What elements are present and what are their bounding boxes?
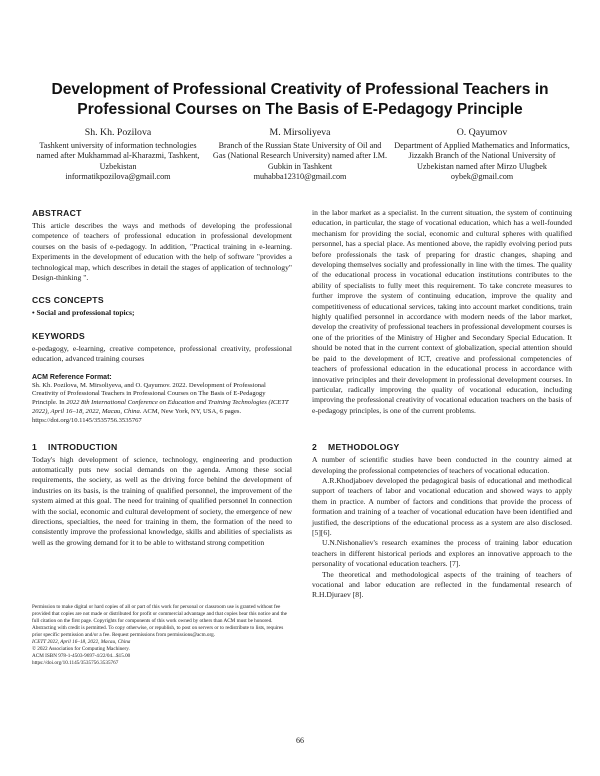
keywords-heading: KEYWORDS — [32, 330, 86, 341]
author-name: O. Qayumov — [456, 127, 508, 138]
abstract-text: This article describes the ways and methods of developing the professional competence of teachers of professional education in professional development courses on the basis of e-pedagogy. In addition, "Practical training in e-learning. Experiments in the development of education with the help of software "provides a technological map, which describes in detail the stages of application of technology" Design-thinking ". — [32, 221, 292, 283]
ccs-heading: CCS CONCEPTS — [32, 295, 104, 306]
methodology-paragraph: The theoretical and methodological aspects of the training of teachers of vocational and labor education are reflected in the fundamental research of R.H.Djuraev [8]. — [312, 569, 572, 600]
author-email: informatikpozilova@gmail.com — [65, 172, 171, 182]
methodology-paragraph: U.N.Nishonaliev's research examines the process of training labor education teachers in different historical periods and explores an innovative approach to the personality of vocational education teachers. [7]. — [312, 538, 572, 569]
ccs-item: • Social and professional topics; — [32, 308, 135, 318]
author-1 — [30, 127, 206, 183]
acm-reference-heading: ACM Reference Format: — [32, 373, 112, 381]
abstract-heading: ABSTRACT — [32, 208, 82, 218]
methodology-paragraph: A number of scientific studies have been conducted in the country aimed at developing the professional competencies of teachers of vocational education. — [312, 455, 572, 475]
author-block — [30, 127, 570, 183]
author-email: oybek@gmail.com — [450, 172, 514, 182]
author-3 — [394, 127, 570, 183]
paper-title: Development of Professional Creativity of Professional Teachers in Professional Courses on The Basis of E-Pedagogy Principle — [51, 81, 549, 118]
author-affiliation: Branch of the Russian State University of Oil and Gas (National Research University) named after I.M. Gubkin in Tashkent — [212, 140, 388, 171]
permission-text: Permission to make digital or hard copies of all or part of this work for personal or classroom use is granted without fee provided that copies are not made or distributed for profit or commercial advantage and that copies bear this notice and the full citation on the first page. Copyrights for components of this work owned by others than ACM must be honored. Abstracting with credit is permitted. To copy otherwise, or republish, to post on servers or to redistribute to lists, requires prior specific permission and/or a fee. Request permissions from permissions@acm.org. — [32, 604, 287, 638]
introduction-continued: in the labor market as a specialist. In the current situation, the system of continuing education, in particular, the stage of vocational education, which has a well-founded mechanism for providing the social, economic and cultural spheres with qualified personnel, has a special place. As mentioned above, the rapidly evolving period puts before professionals the task of preparing for drastic changes, shaping and developing themselves socially and professionally in line with the times. The quality of the educational process in vocational education institutions contributes to the ability of specialists to fully meet this requirement. To take concrete measures to further improve the system of continuing education, improve the quality and competitiveness of educational services, taking into account market conditions, train highly qualified personnel in accordance with modern needs of the labor market, develop the creativity of professional teachers in professional development courses is one of the priorities of the Ministry of Higher and Secondary Special Education. It should be noted that in the current context of globalization, special attention should be paid to the development of ICT, creative and professional competencies of teachers of professional education in the educational process in accordance with innovative principles and their development in professional development courses. In particular, radically improving the quality of vocational education, including improving the professional creativity of vocational education teachers on the basis of e-pedagogy principles, is one of the current problems. — [312, 208, 572, 415]
page-number: 66 — [296, 736, 304, 745]
methodology-heading: 2 METHODOLOGY — [312, 442, 400, 453]
doi-line: https://doi.org/10.1145/3535756.3535767 — [32, 660, 119, 666]
copyright-line: © 2022 Association for Computing Machinery. — [32, 646, 130, 652]
author-name: Sh. Kh. Pozilova — [84, 127, 152, 138]
introduction-heading: 1 INTRODUCTION — [32, 441, 118, 452]
permission-footnote — [32, 604, 292, 667]
author-name: M. Mirsoliyeva — [269, 127, 331, 138]
isbn-line: ACM ISBN 978-1-4503-9697-4/22/04...$15.00 — [32, 653, 131, 659]
methodology-paragraph: A.R.Khodjaboev developed the pedagogical basis of educational and methodical support of teachers of labor and vocational education and showed ways to apply them in practice. A number of factors and conditions that provide the process of formation and training of a teacher of vocational education have been identified and justified, the descriptions of the educational process as a system are also disclosed. [5][6]. — [312, 475, 572, 537]
left-column — [32, 208, 292, 548]
conference-line: ICETT 2022, April 16–18, 2022, Macau, China — [32, 639, 131, 645]
author-affiliation: Tashkent university of information technologies named after Mukhammad al-Kharazmi, Tashkent, Uzbekistan — [36, 140, 200, 171]
author-affiliation: Department of Applied Mathematics and Informatics, Jizzakh Branch of the National University of Uzbekistan named after Mirzo Ulugbek — [394, 140, 570, 171]
introduction-text: Today's high development of science, technology, engineering and production automatically puts new social demands on the agenda. Among these social requirements, the society, as well as the driving force behind the development of industries on its basis, is the training of qualified personnel, the improvement of the system aimed at this goal. The need for training of qualified personnel In connection with the social, economic and cultural development of society, the emergence of new directions, specialties, the need for training in them, the formation of the need to consistently improve the professional knowledge, skills and abilities of specialists as well as the growing demand for it to be able to withstand strong competition — [32, 454, 292, 547]
author-2 — [212, 127, 388, 183]
keywords-text: e-pedagogy, e-learning, creative competence, professional creativity, professional education, advanced training courses — [32, 343, 292, 364]
author-email: muhabba12310@gmail.com — [253, 172, 347, 182]
acm-reference-body: Sh. Kh. Pozilova, M. Mirsoliyeva, and O. Qayumov. 2022. Development of Professional Creativity of Professional Teachers in Professional Courses on The Basis of E-Pedagogy Principle. In 2022 8th International Conference on Education and Training Technologies (ICETT 2022), April 16–18, 2022, Macau, China. ACM, New York, NY, USA, 6 pages. https://doi.org/10.1145/3535756.3535767 — [32, 381, 289, 424]
right-column — [312, 208, 572, 601]
